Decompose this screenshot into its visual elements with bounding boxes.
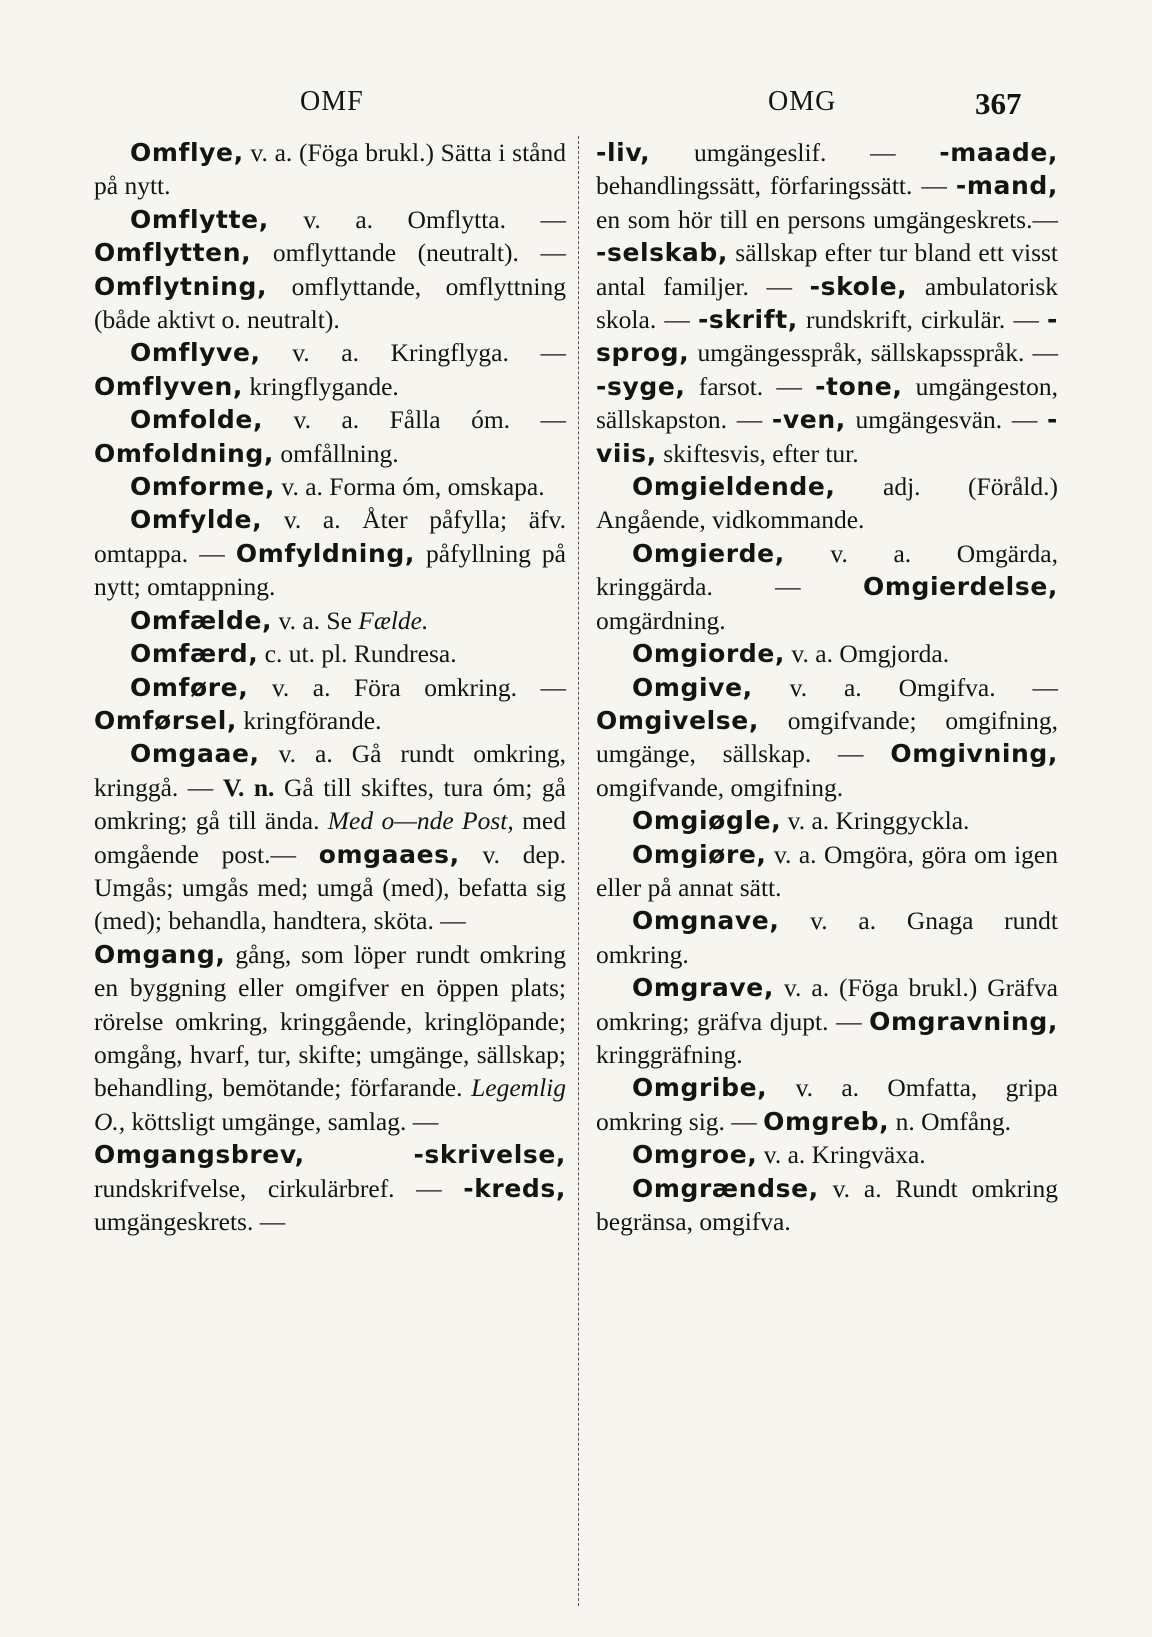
dictionary-entry <box>596 804 1058 837</box>
definition-text: umgängeslif. — <box>650 138 940 167</box>
headword: Omflye, <box>130 138 244 167</box>
definition-text: umgängeston, sällskapston. — <box>596 371 1058 435</box>
definition-text: n. Omfång. <box>889 1106 1012 1136</box>
headword: -ven, <box>771 405 846 435</box>
italic-phrase: Legemlig O., <box>94 1073 566 1136</box>
definition-text: omflyttande, omflyttning (både aktivt o. neutralt). <box>94 271 566 335</box>
dictionary-entry <box>94 1138 566 1238</box>
headword: Omflytning, <box>94 271 268 301</box>
headword: Omgive, <box>632 672 753 702</box>
dictionary-entry <box>596 971 1058 1071</box>
dictionary-entry <box>94 737 566 937</box>
headword: Omflytte, <box>130 204 269 234</box>
definition-text: v. a. Se <box>272 605 359 635</box>
headword: Omgierde, <box>632 538 785 568</box>
definition-text: adj. (Föråld.) Angående, vidkommande. <box>596 472 1058 535</box>
definition-text: behandlingssätt, förfaringssätt. — <box>596 171 956 201</box>
definition-text: v. a. Omfatta, gripa omkring sig. — <box>596 1073 1058 1136</box>
definition-text: umgängeskrets. — <box>94 1207 286 1236</box>
definition-text: gång, som löper rundt omkring en byggning eller omgifver en öppen plats; rörelse omkring, kringgående, kringlöpande; omgång, hvarf, tur, skifte; umgänge, sällskap; behandling, bemötande; förfarande. <box>94 939 566 1103</box>
headword: Omgnave, <box>632 906 780 936</box>
definition-text: v. a. Kringflyga. — <box>260 338 566 368</box>
italic-phrase: Med o—nde Post, <box>327 806 514 836</box>
headword: Omflyve, <box>130 338 261 368</box>
dictionary-entry <box>596 470 1058 537</box>
headword: Omforme, <box>130 472 275 502</box>
headword: Omflytten, <box>94 238 252 268</box>
definition-text: v. a. Gå rundt omkring, kringgå. — <box>94 739 566 802</box>
headword: Omfælde, <box>130 605 273 635</box>
definition-text: omflyttande (neutralt). — <box>251 238 566 268</box>
definition-text: omgifvande; omgifning, umgänge, sällskap. — <box>596 705 1058 769</box>
definition-text: ambulatorisk skola. — <box>596 271 1059 335</box>
headword: -skrift, <box>697 305 798 335</box>
definition-text: v. a. Föra omkring. — <box>248 672 566 702</box>
definition-text: v. dep. Umgås; umgås med; umgå (med), befatta sig (med); behandla, handtera, sköta. — <box>94 839 566 936</box>
dictionary-entry <box>94 604 566 637</box>
definition-text: Gå till skiftes, tura óm; gå omkring; gå till ända. <box>94 772 566 836</box>
definition-text: v. a. Kringväxa. <box>757 1140 926 1170</box>
column-divider <box>578 136 579 1606</box>
headword: Omgreb, <box>763 1106 890 1136</box>
dictionary-entry <box>94 503 566 603</box>
headword: -sprog, <box>596 305 1058 368</box>
headword: -maade, <box>939 138 1058 167</box>
definition-text: kringflygande. <box>243 371 399 401</box>
dictionary-entry <box>94 671 566 738</box>
dictionary-entry <box>94 336 566 403</box>
headword: Omgangsbrev, -skrivelse, <box>94 1140 566 1170</box>
headword: Omfylde, <box>130 505 263 535</box>
definition-text: farsot. — <box>685 371 816 401</box>
headword: Omgribe, <box>632 1073 768 1103</box>
definition-text: v. a. Omgärda, kringgärda. — <box>596 538 1058 602</box>
definition-text: rundskrifvelse, cirkulärbref. — <box>94 1173 464 1203</box>
headword: Omfærd, <box>130 639 259 669</box>
dictionary-entry <box>94 470 566 503</box>
definition-text: rundskrift, cirkulär. — <box>797 305 1048 335</box>
headword: Omføre, <box>130 672 249 702</box>
headword: Omgrave, <box>632 973 774 1003</box>
headword: -skole, <box>809 271 908 301</box>
definition-text: v. a. Omflytta. — <box>268 204 566 234</box>
headword: -viis, <box>596 405 1058 468</box>
headword: omgaaes, <box>318 839 460 869</box>
definition-text: kringgräfning. <box>596 1039 743 1069</box>
definition-text: v. a. Rundt omkring begränsa, omgifva. <box>596 1173 1058 1236</box>
left-column <box>94 136 566 1238</box>
definition-text: kringförande. <box>237 705 382 735</box>
definition-text: skiftesvis, efter tur. <box>656 438 859 468</box>
dictionary-entry <box>596 904 1058 971</box>
dictionary-entry <box>596 1138 1058 1171</box>
headword: Omgiøgle, <box>632 806 782 836</box>
header-left-guideword: OMF <box>300 86 364 117</box>
definition-text: v. a. (Föga brukl.) Sätta i stånd på nytt. <box>94 138 566 201</box>
dictionary-entry <box>94 938 566 1138</box>
headword: -tone, <box>815 371 903 401</box>
definition-text: en som hör till en persons umgängeskrets.— <box>596 204 1058 234</box>
definition-text: v. a. Omgjorda. <box>785 639 950 669</box>
definition-text: med omgående post.— <box>94 806 566 869</box>
headword: Omførsel, <box>94 705 237 735</box>
dictionary-entry <box>94 136 566 203</box>
definition-text: omgifvande, omgifning. <box>596 772 844 802</box>
headword: Omflyven, <box>94 371 243 401</box>
headword: Omgierdelse, <box>862 572 1058 602</box>
headword: Omfoldning, <box>94 438 274 468</box>
dictionary-entry <box>596 1172 1058 1239</box>
definition-text: umgängesvän. — <box>845 405 1048 435</box>
headword: -mand, <box>955 171 1058 201</box>
headword: Omgrændse, <box>632 1173 819 1203</box>
definition-text: v. a. Omgifva. — <box>752 672 1058 702</box>
headword: Omgaae, <box>130 739 260 769</box>
definition-text: v. a. (Föga brukl.) Gräfva omkring; gräfva djupt. — <box>596 973 1058 1036</box>
definition-text: påfyllning på nytt; omtappning. <box>94 538 566 602</box>
headword: -selskab, <box>596 238 728 268</box>
right-column <box>596 136 1058 1238</box>
headword: Omgiøre, <box>632 839 767 869</box>
grammar-label: V. n. <box>222 772 275 802</box>
dictionary-entry <box>596 671 1058 805</box>
headword: Omfolde, <box>130 405 264 435</box>
definition-text: omfållning. <box>273 438 399 468</box>
definition-text: v. a. Åter påfylla; äfv. omtappa. — <box>94 505 566 568</box>
headword: Omgang, <box>94 939 226 969</box>
dictionary-entry <box>94 637 566 670</box>
headword: Omgivning, <box>890 739 1058 769</box>
italic-phrase: Fælde. <box>358 605 429 635</box>
headword: -kreds, <box>463 1173 566 1203</box>
dictionary-entry <box>94 203 566 337</box>
headword: Omfyldning, <box>235 538 415 568</box>
definition-text: umgängesspråk, sällskapsspråk. — <box>689 338 1058 368</box>
dictionary-entry <box>596 838 1058 905</box>
headword: Omgiorde, <box>632 639 786 669</box>
page-number: 367 <box>975 86 1022 121</box>
definition-text: omgärdning. <box>596 605 726 635</box>
definition-text: köttsligt umgänge, samlag. — <box>125 1106 439 1136</box>
definition-text: v. a. Omgöra, göra om igen eller på annat sätt. <box>596 839 1058 902</box>
definition-text: v. a. Fålla óm. — <box>263 405 566 435</box>
dictionary-entry <box>596 537 1058 637</box>
dictionary-entry <box>94 403 566 470</box>
headword: Omgroe, <box>632 1140 758 1170</box>
definition-text: c. ut. pl. Rundresa. <box>258 639 457 669</box>
dictionary-entry <box>596 1071 1058 1138</box>
headword: Omgravning, <box>869 1006 1058 1036</box>
definition-text: v. a. Gnaga rundt omkring. <box>596 906 1058 969</box>
dictionary-entry <box>596 136 1058 470</box>
definition-text: v. a. Forma óm, omskapa. <box>275 472 545 502</box>
header-right-guideword: OMG <box>768 86 837 117</box>
definition-text: sällskap efter tur bland ett visst antal familjer. — <box>596 238 1058 301</box>
headword: -liv, <box>596 138 651 167</box>
headword: Omgivelse, <box>596 705 759 735</box>
headword: Omgieldende, <box>632 472 836 502</box>
page-header <box>0 86 1152 126</box>
dictionary-entry <box>596 637 1058 670</box>
definition-text: v. a. Kringgyckla. <box>781 806 970 836</box>
headword: -syge, <box>596 371 686 401</box>
